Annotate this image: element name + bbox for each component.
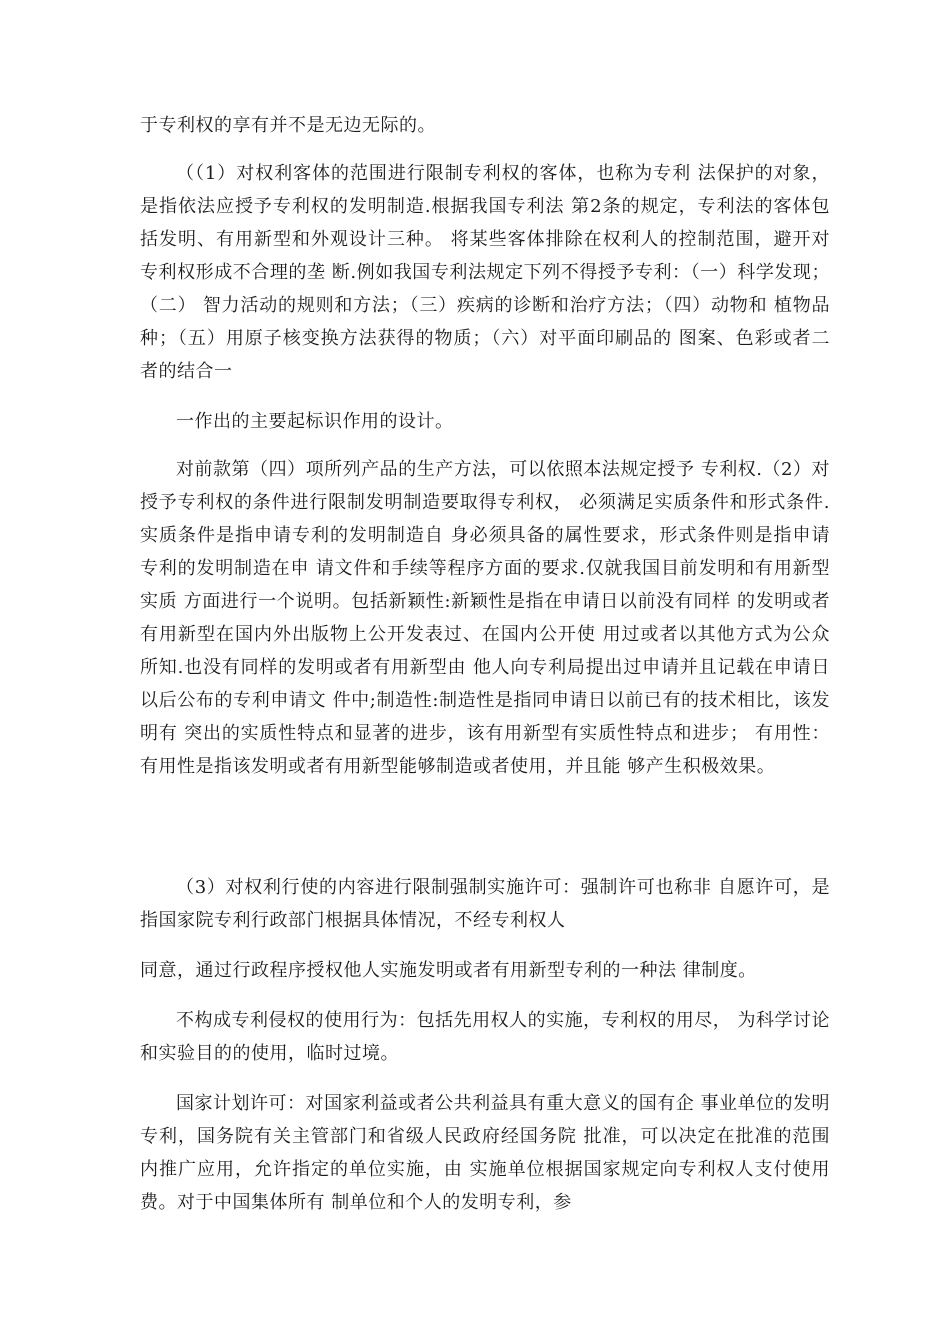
paragraph-non-infringement: 不构成专利侵权的使用行为：包括先用权人的实施，专利权的用尽， 为科学讨论和实验目的的使用，临时过境。 <box>140 1010 830 1064</box>
paragraph-grant-conditions: 对前款第（四）项所列产品的生产方法，可以依照本法规定授予 专利权.（2）对授予专利权的条件进行限制发明制造要取得专利权， 必须满足实质条件和形式条件.实质条件是指申请专利的发明制造自 身必须具备的属性要求，形式条件则是指申请专利的发明制造在申 请文件和手续等程序方面的要求.仅就我国目前发明和有用新型实质 方面进行一个说明。包括新颖性:新颖性是指在申请日以前没有同样 的发明或者有用新型在国内外出版物上公开发表过、在国内公开使 用过或者以其他方式为公众所知.也没有同样的发明或者有用新型由 他人向专利局提出过申请并且记载在申请日以后公布的专利申请文 件中;制造性:制造性是指同申请日以前已有的技术相比，该发明有 突出的实质性特点和显著的进步，该有用新型有实质性特点和进步； 有用性：有用性是指该发明或者有用新型能够制造或者使用，并且能 够产生积极效果。 <box>140 459 830 777</box>
paragraph-compulsory-license-continued: 同意，通过行政程序授权他人实施发明或者有用新型专利的一种法 律制度。 <box>140 960 757 981</box>
paragraph-object-scope: （（1）对权利客体的范围进行限制专利权的客体，也称为专利 法保护的对象，是指依法应授予专利权的发明制造.根据我国专利法 第2条的规定，专利法的客体包括发明、有用新型和外观设计三种。 将某些客体排除在权利人的控制范围，避开对专利权形成不合理的垄 断.例如我国专利法规定下列不得授予专利：（一）科学发现；（二） 智力活动的规则和方法；（三）疾病的诊断和治疗方法；（四）动物和 植物品种；（五）用原子核变换方法获得的物质；（六）对平面印刷品的 图案、色彩或者二者的结合一 <box>140 163 830 382</box>
paragraph-design-continuation: 一作出的主要起标识作用的设计。 <box>176 411 454 432</box>
paragraph-state-plan-license: 国家计划许可：对国家利益或者公共利益具有重大意义的国有企 事业单位的发明专利，国务院有关主管部门和省级人民政府经国务院 批准，可以决定在批准的范围内推广应用，允许指定的单位实施，由 实施单位根据国家规定向专利权人支付使用费。对于中国集体所有 制单位和个人的发明专利，参 <box>140 1093 830 1213</box>
paragraph-compulsory-license: （3）对权利行使的内容进行限制强制实施许可：强制许可也称非 自愿许可，是指国家院专利行政部门根据具体情况，不经专利权人 <box>140 877 830 931</box>
paragraph-intro: 于专利权的享有并不是无边无际的。 <box>140 115 436 136</box>
